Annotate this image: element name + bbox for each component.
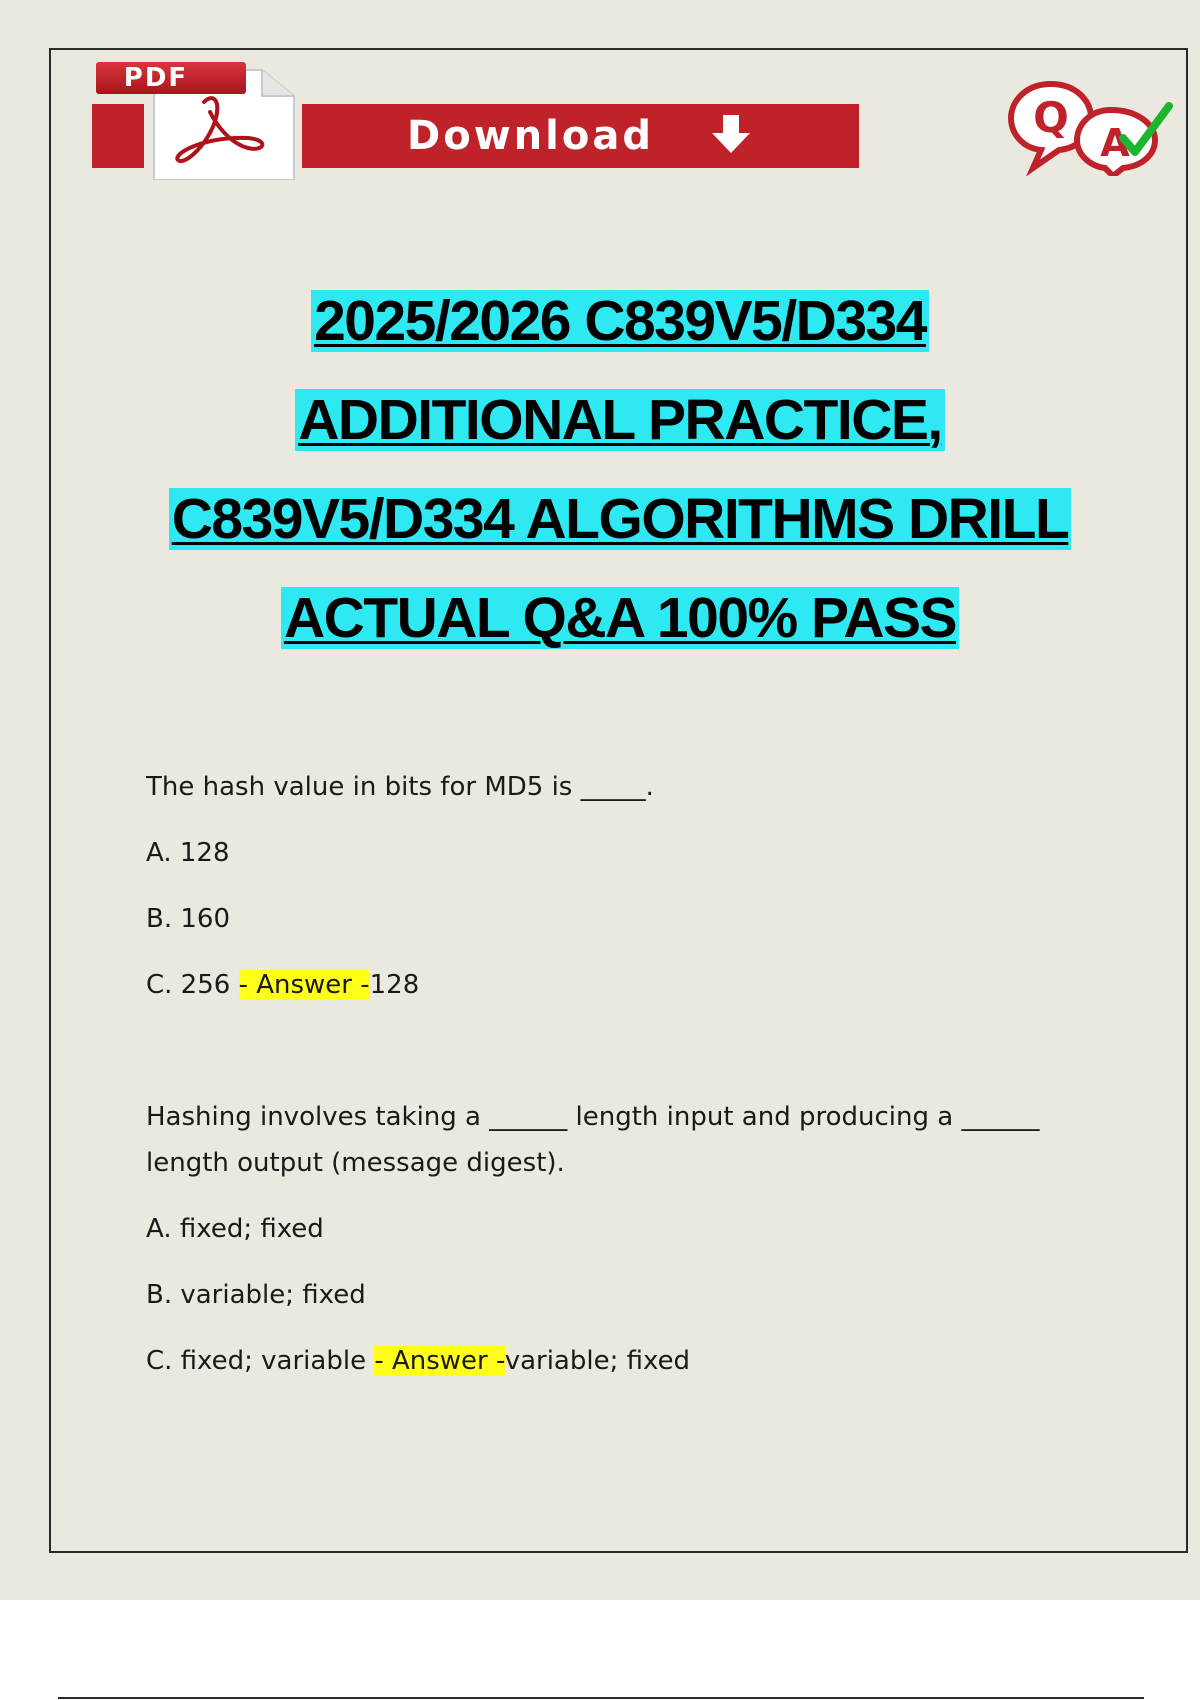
banner-red-bar-left	[92, 104, 144, 168]
answer-value: 128	[369, 970, 420, 1000]
qa-logo	[1005, 76, 1175, 176]
title-line-3: C839V5/D334 ALGORITHMS DRILL	[169, 488, 1072, 550]
option-c-text: C. 256	[146, 970, 239, 1000]
logo-a-letter: A	[1100, 121, 1130, 165]
answer-tag: - Answer -	[238, 970, 370, 1000]
answer-tag: - Answer -	[374, 1346, 505, 1376]
download-button[interactable]	[302, 104, 859, 168]
option-c	[146, 962, 1106, 1008]
option-a: A. 128	[146, 838, 230, 868]
pdf-tag: PDF	[96, 62, 246, 94]
question-stem-line-1: Hashing involves taking a ______ length input and producing a ______	[146, 1102, 1040, 1132]
footer-rule	[58, 1697, 1144, 1699]
option-b: B. 160	[146, 904, 230, 934]
option-b: B. variable; fixed	[146, 1280, 366, 1310]
title-line-1: 2025/2026 C839V5/D334	[311, 290, 929, 352]
question-2	[146, 1094, 1106, 1404]
option-c-text: C. fixed; variable	[146, 1346, 375, 1376]
answer-value: variable; fixed	[504, 1346, 691, 1376]
question-stem-line-2: length output (message digest).	[146, 1148, 565, 1178]
download-banner[interactable]	[92, 62, 859, 182]
question-1	[146, 764, 1106, 1028]
logo-q-letter: Q	[1033, 93, 1069, 142]
option-a: A. fixed; fixed	[146, 1214, 324, 1244]
title-line-2: ADDITIONAL PRACTICE,	[295, 389, 944, 451]
title-line-4: ACTUAL Q&A 100% PASS	[281, 587, 959, 649]
option-c	[146, 1338, 1106, 1384]
download-label: Download	[407, 113, 654, 159]
document-title	[60, 290, 1180, 686]
arrow-down-icon	[708, 111, 754, 161]
question-stem: The hash value in bits for MD5 is _____.	[146, 772, 654, 802]
